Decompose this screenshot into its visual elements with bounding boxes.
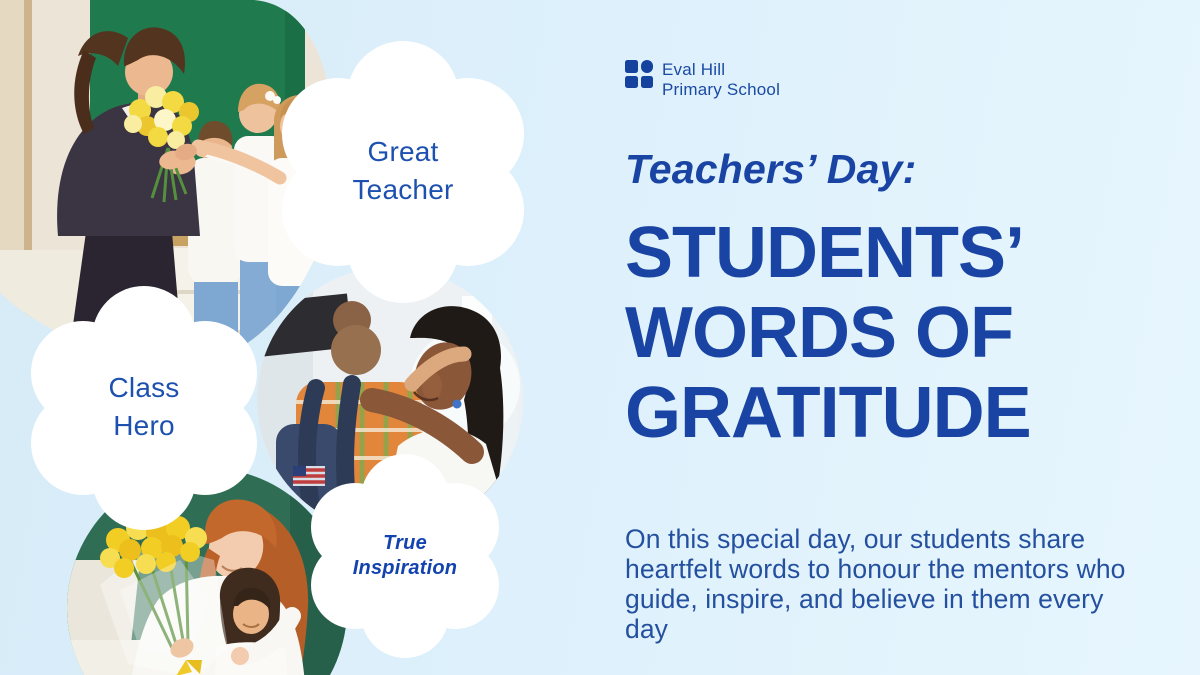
flower-label-line: Great bbox=[367, 136, 439, 167]
school-name-line2: Primary School bbox=[662, 79, 781, 99]
logo-square bbox=[625, 76, 638, 89]
flower-label-true-inspiration bbox=[305, 531, 505, 581]
main-headline bbox=[625, 213, 1031, 453]
description-text: On this special day, our students share heartfelt words to honour the mentors who guide, inspire, and believe in them every day bbox=[625, 524, 1126, 644]
logo-square bbox=[641, 76, 654, 89]
logo-dot bbox=[641, 60, 654, 73]
flower-label-great-teacher bbox=[283, 133, 523, 209]
flower-label-class-hero bbox=[24, 369, 264, 445]
kicker-title: Teachers’ Day: bbox=[625, 146, 917, 192]
school-logo bbox=[625, 60, 780, 99]
school-name bbox=[662, 60, 780, 99]
logo-grid-icon bbox=[625, 60, 653, 88]
school-name-line1: Eval Hill bbox=[662, 60, 726, 79]
flower-label-line: Class bbox=[108, 372, 180, 403]
logo-square bbox=[625, 60, 638, 73]
text-column bbox=[625, 0, 1170, 675]
flower-label-line: Inspiration bbox=[352, 557, 458, 579]
flower-label-line: Hero bbox=[113, 410, 175, 441]
flower-label-line: True bbox=[383, 532, 427, 554]
flower-label-line: Teacher bbox=[352, 174, 454, 205]
headline-line3: GRATITUDE bbox=[625, 373, 1031, 453]
headline-line1: STUDENTS’ bbox=[625, 213, 1025, 293]
headline-line2: WORDS OF bbox=[625, 293, 1013, 373]
